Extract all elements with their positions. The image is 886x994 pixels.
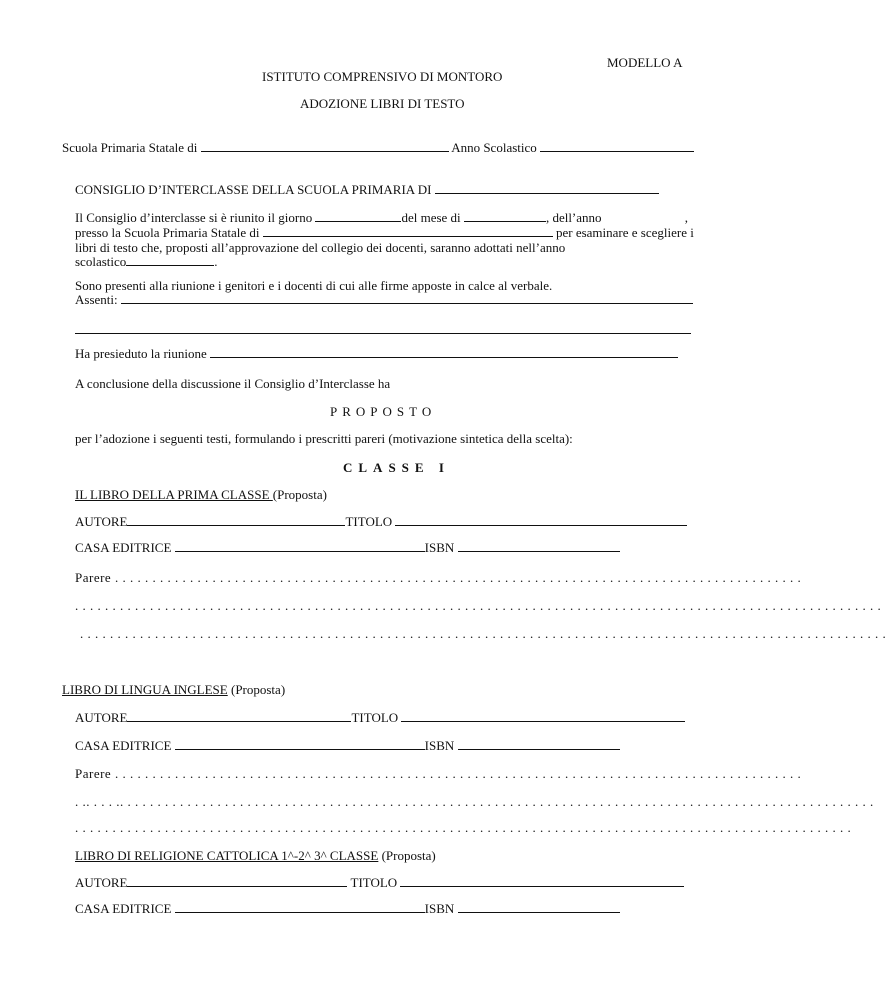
anno-label: Anno Scolastico (451, 140, 537, 155)
inglese-autore-field[interactable] (127, 710, 351, 722)
riunione-line-3: libri di testo che, proposti all’approvazione del collegio dei docenti, saranno adottati nell’anno (75, 240, 566, 255)
presso-text: presso la Scuola Primaria Statale di (75, 225, 260, 240)
mese-field[interactable] (464, 210, 546, 222)
religione-casa-line (75, 901, 620, 916)
prima-suffix: (Proposta) (272, 487, 327, 502)
riunione-line-1 (75, 210, 688, 225)
parere-dots: . . . . . . . . . . . . . . . . . . . . . . . . . . . . . . . . . . . . . . . . . . . . . . . . . . . . . . . . . . . . . . . . . . . . . . . . . . . . . . . . . . . . . . . . . . . . (114, 766, 802, 781)
prima-parere-line-1 (75, 570, 802, 585)
autore-label: AUTORE (75, 875, 128, 890)
parere-label: Parere (75, 766, 112, 781)
religione-autore-field[interactable] (127, 875, 347, 887)
giorno-field[interactable] (315, 210, 401, 222)
riunione-text-2: del mese di (401, 210, 461, 225)
anno-field[interactable] (540, 140, 694, 152)
casa-label: CASA EDITRICE (75, 901, 172, 916)
prima-autore-field[interactable] (127, 514, 345, 526)
scuola-field[interactable] (201, 140, 449, 152)
presieduto-label: Ha presieduto la riunione (75, 346, 207, 361)
inglese-suffix: (Proposta) (227, 682, 286, 697)
prima-section-title (75, 487, 327, 502)
consiglio-title: CONSIGLIO D’INTERCLASSE DELLA SCUOLA PRIMARIA DI (75, 182, 432, 197)
proposto-heading: PROPOSTO (330, 404, 437, 419)
autore-label: AUTORE (75, 514, 128, 529)
assenti-field-2[interactable] (75, 322, 691, 334)
istituto-title: ISTITUTO COMPRENSIVO DI MONTORO (262, 69, 503, 84)
prima-parere-line-3: . . . . . . . . . . . . . . . . . . . . . . . . . . . . . . . . . . . . . . . . . . . . . . . . . . . . . . . . . . . . . . . . . . . . . . . . . . . . . . . . . . . . . . . . . . . . . . . . . . . . . . . . . . . . (80, 626, 886, 641)
inglese-title: LIBRO DI LINGUA INGLESE (62, 682, 228, 697)
scolastico-text: scolastico (75, 254, 127, 269)
parere-label: Parere (75, 570, 112, 585)
riunione-comma: , (684, 210, 689, 225)
inglese-isbn-field[interactable] (458, 738, 620, 750)
prima-autore-line (75, 514, 687, 529)
isbn-label: ISBN (424, 901, 455, 916)
adozione-title: ADOZIONE LIBRI DI TESTO (300, 96, 465, 111)
religione-autore-line (75, 875, 684, 890)
inglese-parere-line-2: . .. . . . .. . . . . . . . . . . . . . . . . . . . . . . . . . . . . . . . . . . . . . . . . . . . . . . . . . . . . . . . . . . . . . . . . . . . . . . . . . . . . . . . . . . . . . . . . . . . . . . . . . . . . (75, 794, 874, 809)
modello-label: MODELLO A (607, 55, 683, 70)
prima-casa-field[interactable] (175, 540, 425, 552)
isbn-label: ISBN (424, 540, 455, 555)
assenti-field[interactable] (121, 292, 693, 304)
inglese-autore-line (75, 710, 685, 725)
inglese-casa-line (75, 738, 620, 753)
religione-isbn-field[interactable] (458, 901, 620, 913)
inglese-parere-line-3: . . . . . . . . . . . . . . . . . . . . . . . . . . . . . . . . . . . . . . . . . . . . . . . . . . . . . . . . . . . . . . . . . . . . . . . . . . . . . . . . . . . . . . . . . . . . . . . . . . . . . . . . (75, 820, 852, 835)
esaminare-text: per esaminare e scegliere i (555, 225, 694, 240)
scuola-label: Scuola Primaria Statale di (62, 140, 198, 155)
presieduto-line (75, 346, 678, 361)
casa-label: CASA EDITRICE (75, 540, 172, 555)
scolastico-period: . (214, 254, 218, 269)
inglese-parere-line-1 (75, 766, 802, 781)
religione-casa-field[interactable] (175, 901, 425, 913)
scolastico-field[interactable] (126, 254, 214, 266)
assenti-line (75, 292, 693, 307)
scuola-line (62, 140, 694, 155)
prima-titolo-field[interactable] (395, 514, 687, 526)
inglese-casa-field[interactable] (175, 738, 425, 750)
titolo-label: TITOLO (351, 710, 399, 725)
isbn-label: ISBN (424, 738, 455, 753)
consiglio-field[interactable] (435, 182, 659, 194)
classe-heading: CLASSE I (343, 460, 450, 475)
assenti-line-2 (75, 322, 691, 337)
riunione-text-3: , dell’anno (545, 210, 602, 225)
adozione-text: per l’adozione i seguenti testi, formulando i prescritti pareri (motivazione sintetica della scelta): (75, 431, 573, 446)
religione-suffix: (Proposta) (378, 848, 436, 863)
conclusione-text: A conclusione della discussione il Consiglio d’Interclasse ha (75, 376, 391, 391)
prima-title: IL LIBRO DELLA PRIMA CLASSE (75, 487, 273, 502)
prima-parere-line-2: . . . . . . . . . . . . . . . . . . . . . . . . . . . . . . . . . . . . . . . . . . . . . . . . . . . . . . . . . . . . . . . . . . . . . . . . . . . . . . . . . . . . . . . . . . . . . . . . . . . . . . . . . . . . (75, 598, 882, 613)
titolo-label: TITOLO (345, 514, 393, 529)
inglese-section-title (62, 682, 285, 697)
religione-titolo-field[interactable] (400, 875, 684, 887)
autore-label: AUTORE (75, 710, 128, 725)
riunione-line-2 (75, 225, 694, 240)
assenti-label: Assenti: (75, 292, 118, 307)
presieduto-field[interactable] (210, 346, 678, 358)
consiglio-line (75, 182, 659, 197)
inglese-titolo-field[interactable] (401, 710, 685, 722)
religione-title: LIBRO DI RELIGIONE CATTOLICA 1^-2^ 3^ CLASSE (75, 848, 379, 863)
presso-field[interactable] (263, 225, 553, 237)
casa-label: CASA EDITRICE (75, 738, 172, 753)
prima-casa-line (75, 540, 620, 555)
prima-isbn-field[interactable] (458, 540, 620, 552)
titolo-label: TITOLO (350, 875, 398, 890)
parere-dots: . . . . . . . . . . . . . . . . . . . . . . . . . . . . . . . . . . . . . . . . . . . . . . . . . . . . . . . . . . . . . . . . . . . . . . . . . . . . . . . . . . . . . . . . . . . . (114, 570, 802, 585)
riunione-text-1: Il Consiglio d’interclasse si è riunito il giorno (75, 210, 313, 225)
religione-section-title (75, 848, 436, 863)
presenti-text: Sono presenti alla riunione i genitori e i docenti di cui alle firme apposte in calce al verbale. (75, 278, 553, 293)
riunione-line-4 (75, 254, 218, 269)
